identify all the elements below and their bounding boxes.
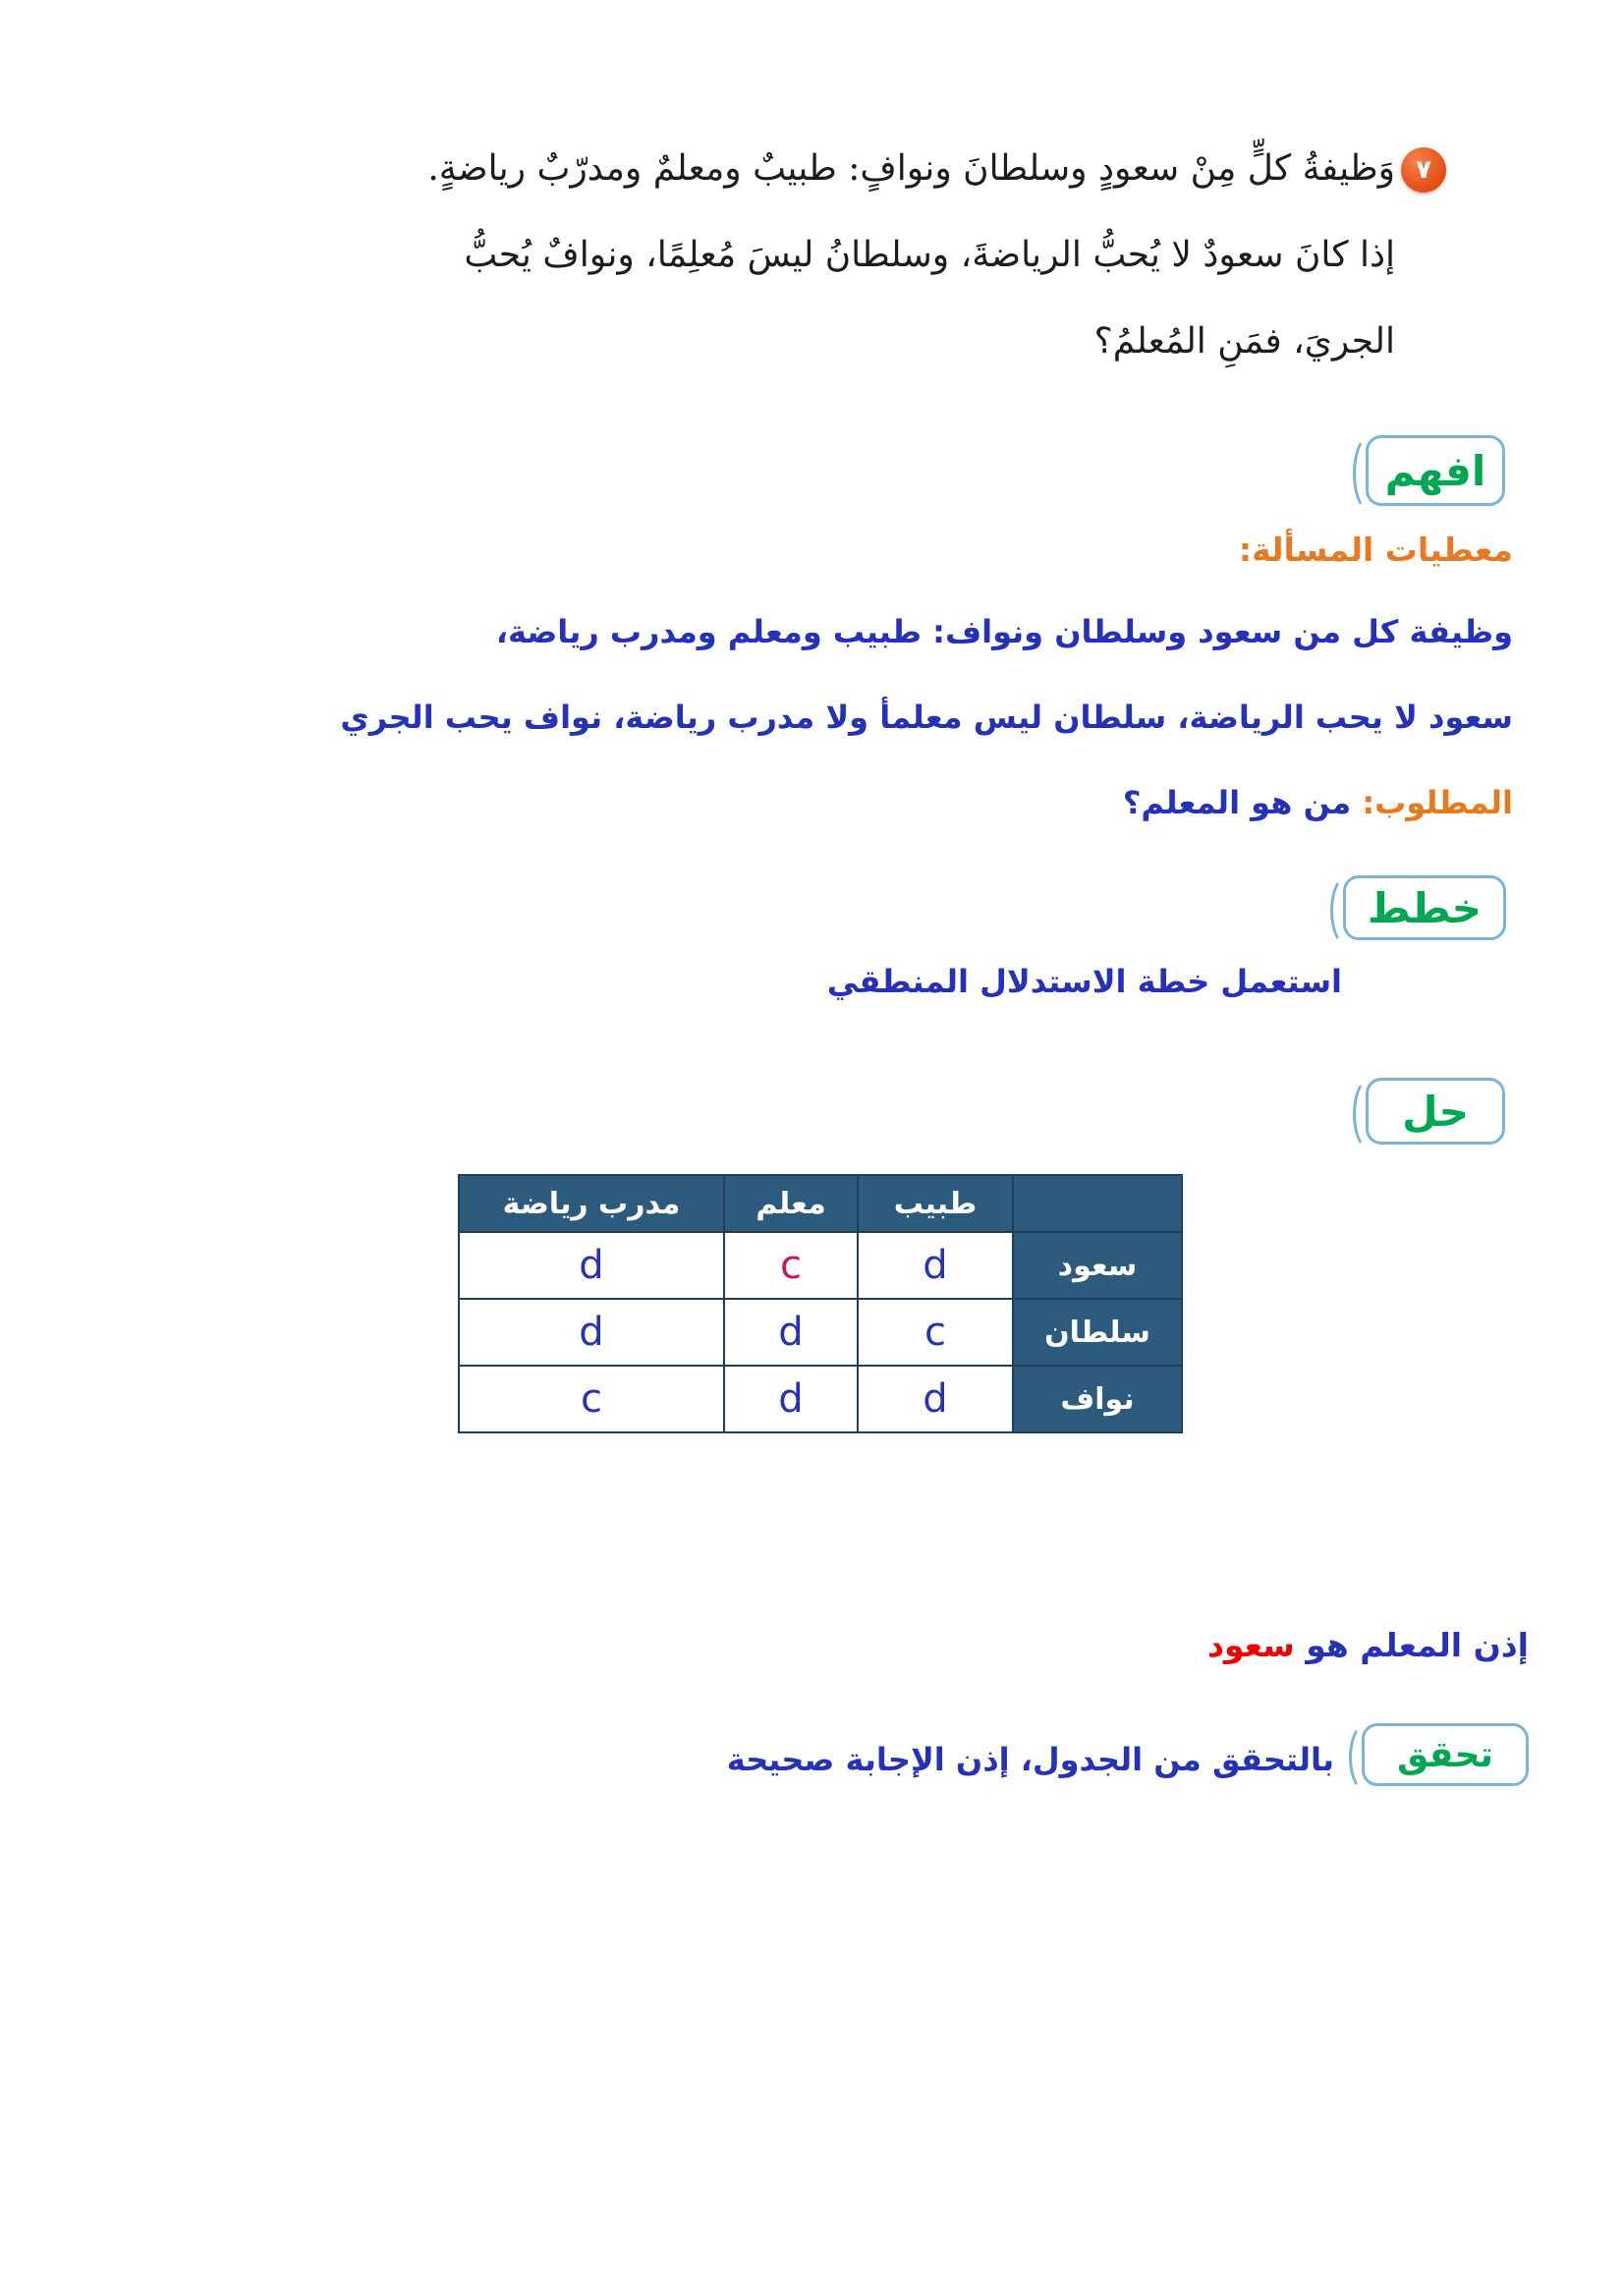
mark: d: [579, 1310, 604, 1355]
cell-sultan-doctor: [858, 1299, 1013, 1366]
cell-nawaf-doctor: [858, 1366, 1013, 1432]
problem-number-badge: [1401, 147, 1446, 193]
section-tab-check: [1362, 1723, 1529, 1786]
conclusion-line: [1207, 1626, 1529, 1664]
conclusion-prefix: إذن المعلم هو: [1294, 1626, 1529, 1664]
section-tab-plan: [1343, 875, 1506, 940]
mark: d: [778, 1310, 804, 1355]
mark: d: [923, 1243, 948, 1288]
problem-number: ٧: [1416, 155, 1431, 185]
plan-text: استعمل خطة الاستدلال المنطقي: [826, 963, 1342, 1000]
table-corner-cell: [1013, 1175, 1182, 1232]
mark: d: [778, 1376, 804, 1422]
table-row-sultan: [459, 1299, 1182, 1366]
mark: d: [923, 1376, 948, 1422]
section-tab-understand-label: افهم: [1384, 446, 1486, 495]
given-line-2: سعود لا يحب الرياضة، سلطان ليس معلمأ ولا مدرب رياضة، نواف يحب الجري: [340, 699, 1513, 736]
cell-nawaf-teacher: [724, 1366, 858, 1432]
section-tab-solve-label: حل: [1402, 1087, 1469, 1136]
mark: d: [579, 1243, 604, 1288]
problem-line-3: الجريَ، فمَنِ المُعلمُ؟: [1093, 321, 1395, 362]
problem-line-2: إذا كانَ سعودٌ لا يُحبُّ الرياضةَ، وسلطانُ ليسَ مُعلِمًا، ونوافٌ يُحبُّ: [464, 235, 1395, 275]
conclusion-answer: سعود: [1207, 1626, 1295, 1664]
cell-sultan-coach: [459, 1299, 724, 1366]
problem-line-1: وَظيفةُ كلٍّ مِنْ سعودٍ وسلطانَ ونوافٍ: طبيبٌ ومعلمٌ ومدرّبٌ رياضةٍ.: [427, 148, 1395, 189]
row-header-sultan: سلطان: [1013, 1299, 1182, 1366]
row-header-nawaf: نواف: [1013, 1366, 1182, 1432]
givens-heading: معطيات المسألة:: [1238, 531, 1513, 569]
problem-statement: [206, 126, 1395, 385]
cell-nawaf-coach: [459, 1366, 724, 1432]
cell-sultan-teacher: [724, 1299, 858, 1366]
required-text: من هو المعلم؟: [1122, 784, 1363, 821]
col-header-doctor: طبيب: [858, 1175, 1013, 1232]
table-row-nawaf: [459, 1366, 1182, 1432]
cell-saud-doctor: [858, 1232, 1013, 1299]
table-row-saud: [459, 1232, 1182, 1299]
col-header-teacher: معلم: [724, 1175, 858, 1232]
logic-table: [458, 1174, 1183, 1433]
required-line: [1123, 784, 1513, 821]
mark: c: [924, 1310, 946, 1355]
mark: c: [780, 1243, 802, 1288]
given-line-1: وظيفة كل من سعود وسلطان ونواف: طبيب ومعلم ومدرب رياضة،: [495, 613, 1513, 650]
section-tab-solve: [1366, 1078, 1505, 1145]
cell-saud-teacher: [724, 1232, 858, 1299]
col-header-coach: مدرب رياضة: [459, 1175, 724, 1232]
row-header-saud: سعود: [1013, 1232, 1182, 1299]
section-tab-understand: [1366, 435, 1505, 506]
section-tab-check-label: تحقق: [1397, 1734, 1493, 1775]
check-text: بالتحقق من الجدول، إذن الإجابة صحيحة: [726, 1741, 1334, 1778]
cell-saud-coach: [459, 1232, 724, 1299]
required-label: المطلوب:: [1362, 784, 1513, 821]
mark: c: [581, 1376, 602, 1422]
section-tab-plan-label: خطط: [1367, 883, 1483, 932]
table-header-row: [459, 1175, 1182, 1232]
